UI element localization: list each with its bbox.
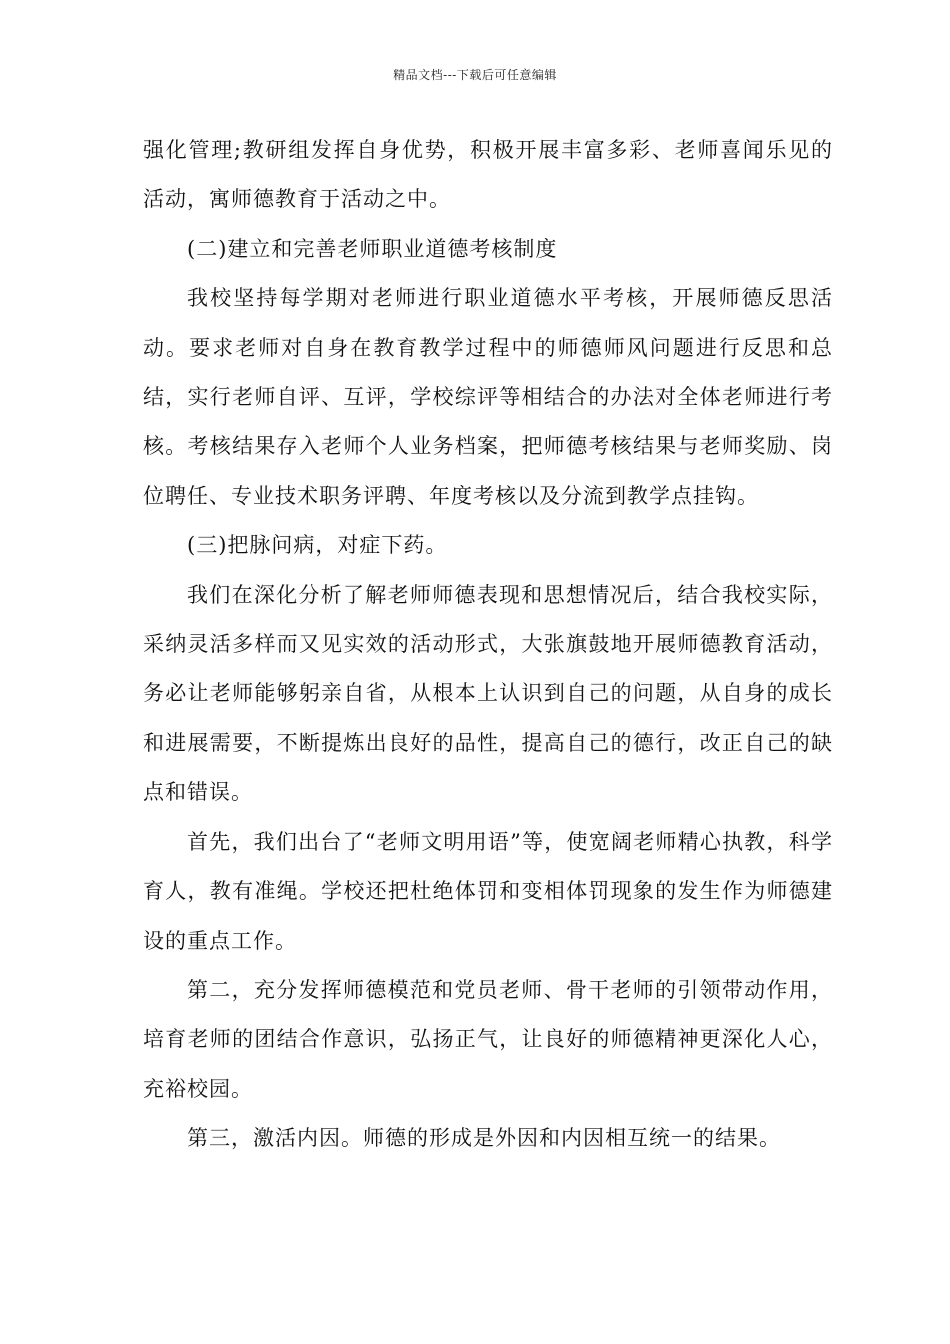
paragraph: 我校坚持每学期对老师进行职业道德水平考核，开展师德反思活动。要求老师对自身在教育教学过程中的师德师风问题进行反思和总结，实行老师自评、互评，学校综评等相结合的办法对全体老师进行考核。考核结果存入老师个人业务档案，把师德考核结果与老师奖励、岗位聘任、专业技术职务评聘、年度考核以及分流到教学点挂钩。	[143, 286, 833, 508]
page-header: 精品文档---下载后可任意编辑	[393, 68, 557, 82]
paragraph: 第二，充分发挥师德模范和党员老师、骨干老师的引领带动作用，培育老师的团结合作意识，弘扬正气，让良好的师德精神更深化人心，充裕校园。	[143, 977, 833, 1101]
paragraph: 首先，我们出台了“老师文明用语”等，使宽阔老师精心执教，科学育人，教有准绳。学校还把杜绝体罚和变相体罚现象的发生作为师德建设的重点工作。	[143, 829, 833, 953]
paragraph: 我们在深化分析了解老师师德表现和思想情况后，结合我校实际，采纳灵活多样而又见实效的活动形式，大张旗鼓地开展师德教育活动，务必让老师能够躬亲自省，从根本上认识到自己的问题，从自身的成长和进展需要，不断提炼出良好的品性，提高自己的德行，改正自己的缺点和错误。	[143, 582, 833, 805]
section-heading: (三)把脉问病，对症下药。	[187, 533, 448, 558]
paragraph: 强化管理;教研组发挥自身优势，积极开展丰富多彩、老师喜闻乐见的活动，寓师德教育于活动之中。	[143, 138, 833, 212]
paragraph: 第三，激活内因。师德的形成是外因和内因相互统一的结果。	[187, 1126, 781, 1151]
section-heading: (二)建立和完善老师职业道德考核制度	[187, 236, 558, 261]
document-body	[143, 126, 833, 1164]
